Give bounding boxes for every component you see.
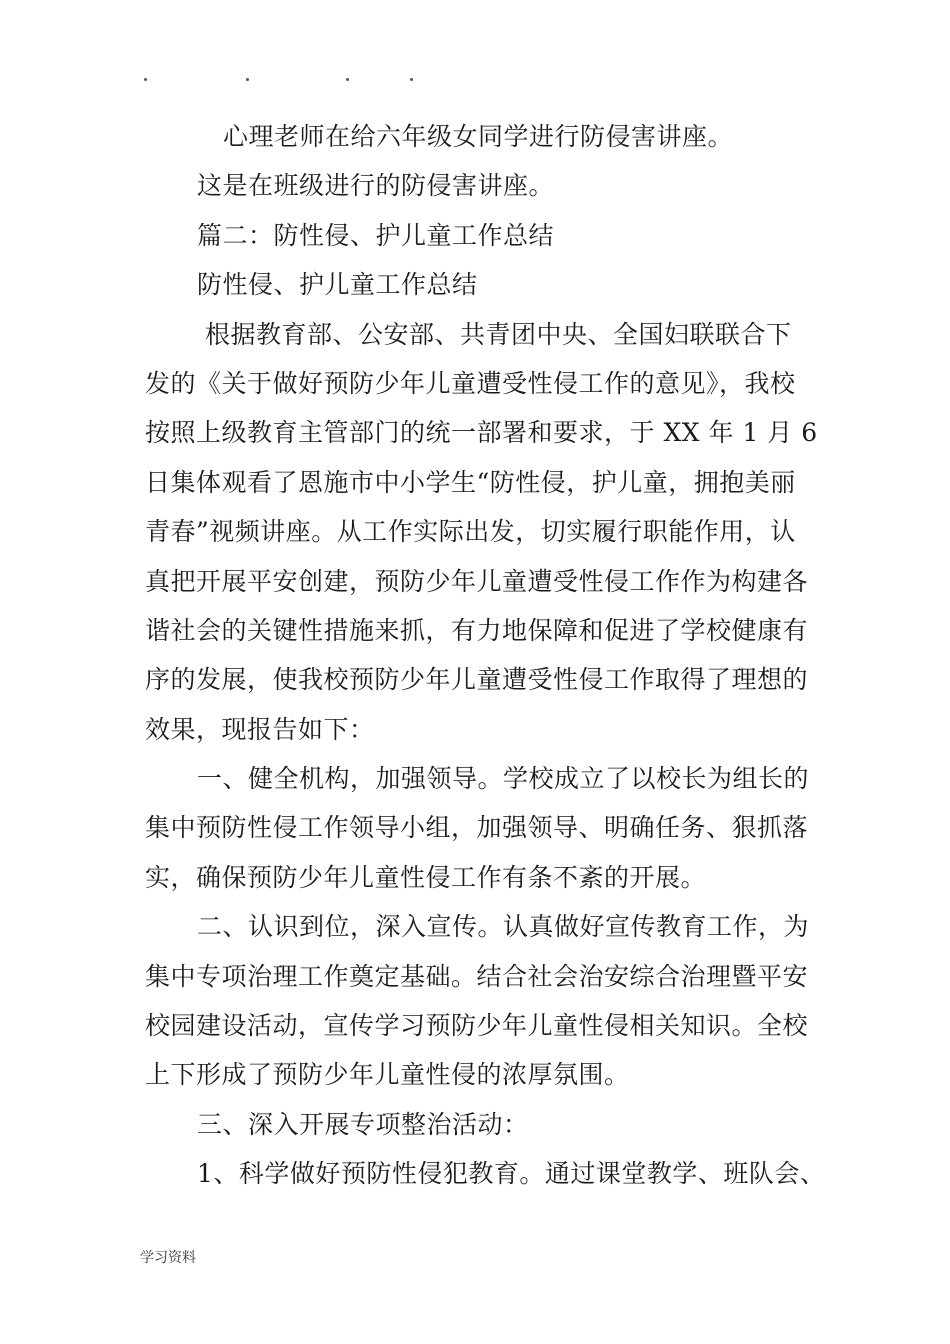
document-body (145, 112, 826, 1199)
paragraph-line: 校园建设活动，宣传学习预防少年儿童性侵相关知识。全校 (145, 1011, 809, 1041)
header-dots (140, 78, 420, 88)
paragraph-line: 一、健全机构，加强领导。学校成立了以校长为组长的 (197, 764, 810, 794)
caption-line: 心理老师在给六年级女同学进行防侵害讲座。 (223, 122, 734, 151)
paragraph-line: 效果，现报告如下： (145, 714, 375, 744)
paragraph-line: 集中预防性侵工作领导小组，加强领导、明确任务、狠抓落 (145, 813, 809, 843)
paragraph-line: 三、深入开展专项整治活动： (197, 1109, 529, 1139)
paragraph-line: 按照上级教育主管部门的统一部署和要求，于 XX 年 1 月 6 (145, 418, 818, 448)
paragraph-line: 真把开展平安创建，预防少年儿童遭受性侵工作作为构建各 (145, 566, 809, 596)
paragraph-line: 集中专项治理工作奠定基础。结合社会治安综合治理暨平安 (145, 961, 809, 991)
document-title: 防性侵、护儿童工作总结 (197, 270, 478, 300)
paragraph-line: 青春”视频讲座。从工作实际出发，切实履行职能作用，认 (145, 517, 796, 547)
paragraph-line: 日集体观看了恩施市中小学生“防性侵，护儿童，拥抱美丽 (145, 467, 796, 497)
paragraph-line: 根据教育部、公安部、共青团中央、全国妇联联合下 (205, 319, 792, 349)
paragraph-line: 序的发展，使我校预防少年儿童遭受性侵工作取得了理想的 (145, 665, 809, 695)
page-footer: 学习资料 (140, 1250, 196, 1266)
caption-line: 这是在班级进行的防侵害讲座。 (197, 171, 555, 201)
paragraph-line: 发的《关于做好预防少年儿童遭受性侵工作的意见》，我校 (145, 368, 796, 398)
paragraph-line: 谐社会的关键性措施来抓，有力地保障和促进了学校健康有 (145, 615, 809, 645)
paragraph-line: 1、科学做好预防性侵犯教育。通过课堂教学、班队会、 (197, 1159, 826, 1189)
paragraph-line: 二、认识到位，深入宣传。认真做好宣传教育工作，为 (197, 912, 810, 942)
paragraph-line: 实，确保预防少年儿童性侵工作有条不紊的开展。 (145, 862, 707, 892)
header-dot (410, 78, 413, 81)
header-dot (346, 78, 349, 81)
paragraph-line: 上下形成了预防少年儿童性侵的浓厚氛围。 (145, 1060, 630, 1090)
section-heading: 篇二：防性侵、护儿童工作总结 (197, 220, 555, 250)
header-dot (144, 78, 147, 81)
header-dot (246, 78, 249, 81)
